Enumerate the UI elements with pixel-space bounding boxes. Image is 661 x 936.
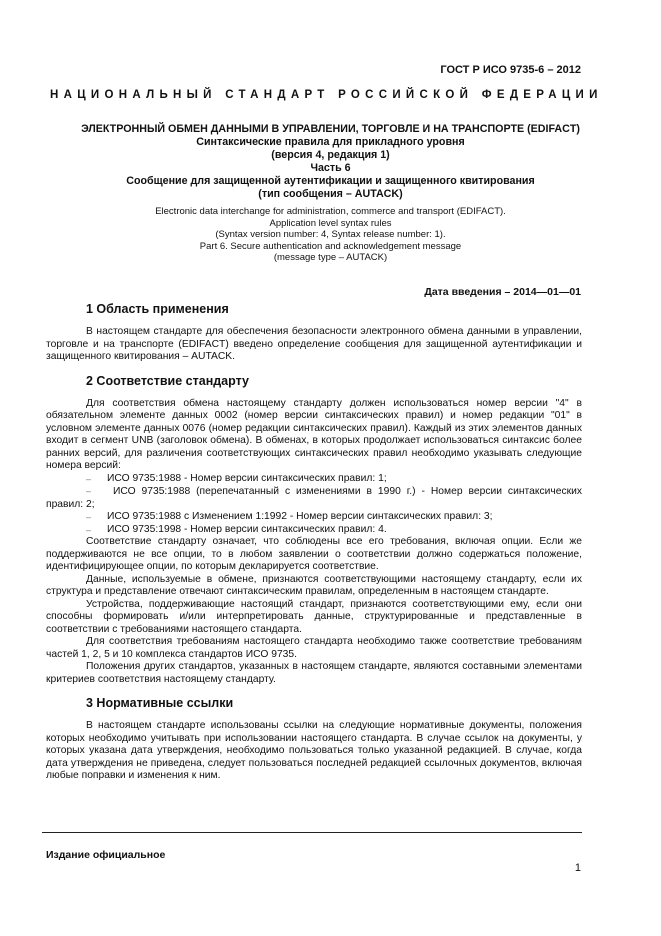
section-heading-scope: 1 Область применения (86, 302, 229, 316)
paragraph: Данные, используемые в обмене, признаются соответствующими настоящему стандарту, если их структура и представление отвечают синтаксическим правилам, определенным в настоящем стандарте. (46, 573, 582, 597)
official-edition-label: Издание официальное (46, 849, 166, 861)
title-ru-line-3: (версия 4, редакция 1) (271, 149, 390, 161)
standard-code: ГОСТ Р ИСО 9735-6 – 2012 (440, 64, 581, 76)
paragraph: Устройства, поддерживающие настоящий стандарт, признаются соответствующими ему, если они способны формировать и/или интерпретировать данные, структурированные и представленные в соответствии с требованиями настоящего стандарта. (46, 598, 582, 635)
page-number: 1 (574, 862, 581, 874)
list-item (86, 511, 582, 524)
title-ru-line-1: ЭЛЕКТРОННЫЙ ОБМЕН ДАННЫМИ В УПРАВЛЕНИИ, ТОРГОВЛЕ И НА ТРАНСПОРТЕ (EDIFACT) (81, 123, 580, 135)
title-ru-line-4: Часть 6 (310, 162, 351, 174)
paragraph: В настоящем стандарте использованы ссылки на следующие нормативные документы, положения которых необходимо учитывать при использовании настоящего стандарта. В случае ссылок на документы, у которых указана дата утверждения, необходимо пользоваться только указанной редакцией. В случае, когда дата утверждения не приведена, следует пользоваться последней редакцией ссылочных документов, включая любые поправки и изменения к ним. (46, 720, 582, 781)
body-content (46, 302, 582, 793)
paragraph: Соответствие стандарту означает, что соблюдены все его требования, включая опции. Если же поддерживаются не все опции, то в любом заявлении о соответствии должно содержаться положение, идентифицирующее опции, по которым декларируется соответствие. (46, 536, 582, 572)
list-item (46, 485, 582, 511)
list-item (86, 524, 582, 537)
title-en-line-3: (Syntax version number: 4, Syntax release number: 1). (215, 229, 446, 240)
section-normative-references (46, 696, 582, 783)
list-item (86, 473, 582, 486)
paragraph: В настоящем стандарте для обеспечения безопасности электронного обмена данными в управлении, торговле и на транспорте (EDIFACT) введено определение сообщения для защищенной аутентификации и защищенного квитирования – AUTACK. (46, 326, 582, 362)
title-ru-line-5: Сообщение для защищенной аутентификации и защищенного квитирования (126, 175, 535, 187)
section-conformance (46, 374, 582, 687)
section-heading-conformance: 2 Соответствие стандарту (86, 373, 249, 388)
paragraph: Для соответствия обмена настоящему стандарту должен использоваться номер версии "4" в обязательном элементе данных 0002 (номер версии синтаксических правил) и номер редакции "01" в условном элементе данных 0076 (номер редакции синтаксических правил). Каждый из этих элементов данных входит в сегмент UNB (заголовок обмена). В обменах, в которых продолжает использоваться синтаксис более ранних версий, для различения соответствующих синтаксических правил необходимо указывать следующие номера версий: (46, 397, 582, 471)
paragraph: Положения других стандартов, указанных в настоящем стандарте, являются составными элементами критериев соответствия настоящему стандарту. (46, 661, 582, 685)
paragraph: Для соответствия требованиям настоящего стандарта необходимо также соответствие требованиям частей 1, 2, 5 и 10 комплекса стандартов ИСО 9735. (46, 636, 582, 660)
title-en-line-2: Application level syntax rules (269, 217, 392, 229)
dash-bullet: – (86, 473, 92, 484)
section-heading-references: 3 Нормативные ссылки (86, 696, 234, 710)
section-scope (46, 302, 582, 364)
list-item-text: ИСО 9735:1998 - Номер версии синтаксических правил: 4. (107, 523, 387, 535)
title-en-line-4: Part 6. Secure authentication and acknowledgement message (199, 240, 462, 252)
dash-bullet: – (86, 524, 92, 535)
national-standard-heading: НАЦИОНАЛЬНЫЙ СТАНДАРТ РОССИЙСКОЙ ФЕДЕРАЦИИ (50, 89, 603, 101)
dash-bullet: – (86, 486, 92, 496)
list-item-text: ИСО 9735:1988 с Изменением 1:1992 - Номер версии синтаксических правил: 3; (107, 511, 493, 522)
title-en (40, 206, 621, 264)
title-block (40, 123, 621, 264)
title-ru-line-6: (тип сообщения – AUTACK) (258, 188, 403, 200)
footer-divider (42, 832, 582, 833)
introduction-date: Дата введения – 2014—01—01 (424, 286, 581, 298)
list-item-text: ИСО 9735:1988 (перепечатанный с изменениями в 1990 г.) - Номер версии синтаксических правил: 2; (46, 486, 582, 510)
title-ru-line-2: Синтаксические правила для прикладного уровня (196, 136, 465, 148)
dash-bullet: – (86, 512, 92, 522)
title-en-line-1: Electronic data interchange for administration, commerce and transport (EDIFACT). (155, 206, 506, 217)
list-item-text: ИСО 9735:1988 - Номер версии синтаксических правил: 1; (107, 472, 387, 484)
title-en-line-5: (message type – AUTACK) (273, 252, 388, 263)
